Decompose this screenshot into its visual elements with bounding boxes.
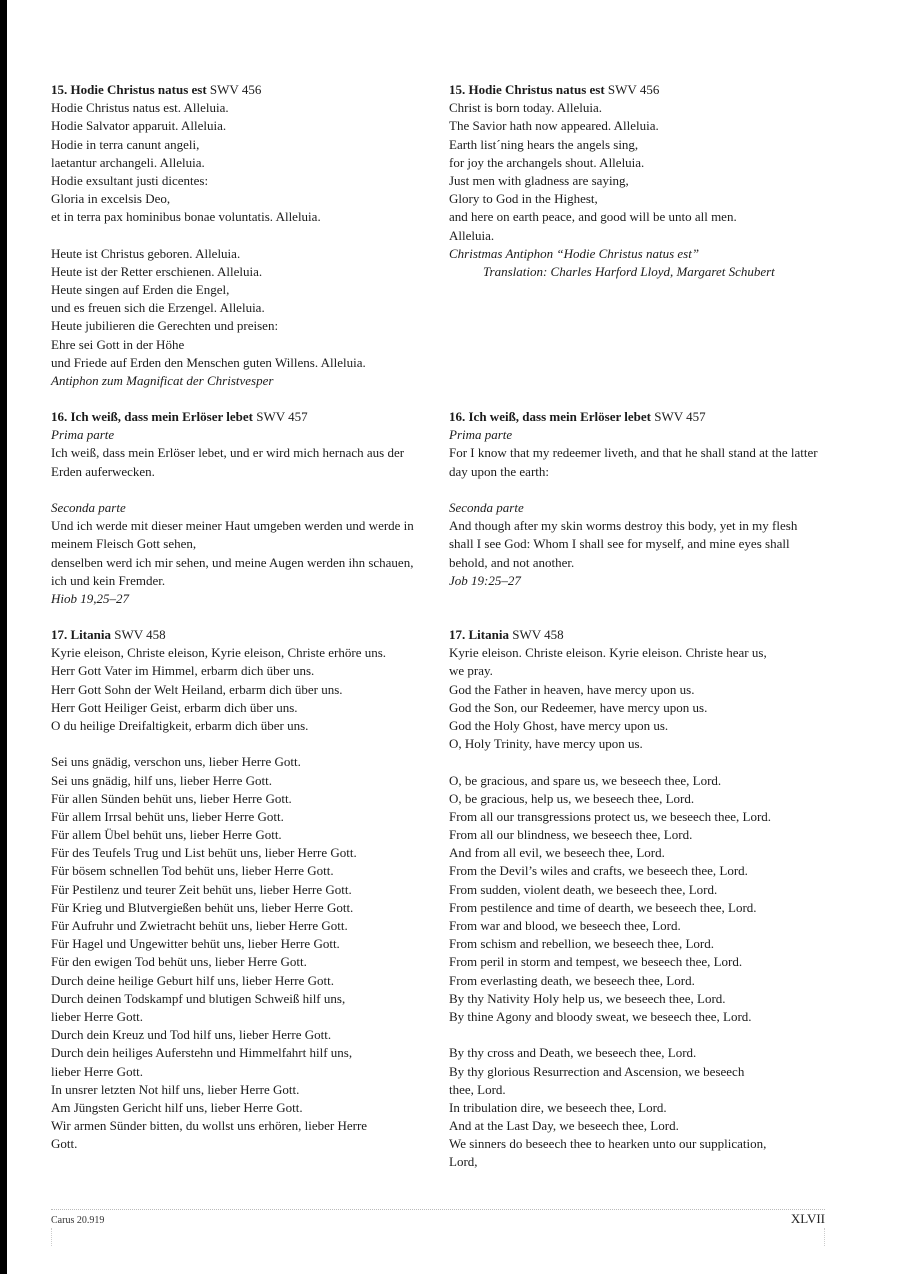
- text-line: God the Father in heaven, have mercy upon us.: [449, 681, 695, 697]
- text-line: And at the Last Day, we beseech thee, Lord.: [449, 1118, 679, 1134]
- text-line: Durch dein heiliges Auferstehn und Himmelfahrt hilf uns,: [51, 1045, 353, 1061]
- text-line: Für Hagel und Ungewitter behüt uns, lieber Herre Gott.: [51, 936, 340, 952]
- section-title: 17. Litania: [51, 627, 111, 642]
- text-line: Für des Teufels Trug und List behüt uns, lieber Herre Gott.: [51, 845, 357, 861]
- text-line: God the Holy Ghost, have mercy upon us.: [449, 717, 669, 733]
- text-line: From everlasting death, we beseech thee, Lord.: [449, 972, 695, 988]
- text-line: Gloria in excelsis Deo,: [51, 191, 171, 207]
- text-line: From peril in storm and tempest, we beseech thee, Lord.: [449, 954, 743, 970]
- text-line: Herr Gott Heiliger Geist, erbarm dich über uns.: [51, 699, 298, 715]
- section-17-english: [449, 626, 825, 1172]
- text-line: Herr Gott Sohn der Welt Heiland, erbarm dich über uns.: [51, 681, 343, 697]
- text-line: In tribulation dire, we beseech thee, Lord.: [449, 1099, 667, 1115]
- text-line: Für bösem schnellen Tod behüt uns, lieber Herre Gott.: [51, 863, 334, 879]
- paragraph: For I know that my redeemer liveth, and that he shall stand at the latter day upon the earth:: [449, 445, 818, 479]
- text-line: By thy glorious Resurrection and Ascension, we beseech: [449, 1063, 745, 1079]
- text-line: Glory to God in the Highest,: [449, 191, 598, 207]
- part-label: Seconda parte: [51, 499, 126, 515]
- swv-number: SWV 456: [209, 82, 262, 97]
- text-line: Heute singen auf Erden die Engel,: [51, 282, 230, 298]
- text-line: et in terra pax hominibus bonae voluntatis. Alleluia.: [51, 209, 321, 225]
- text-line: The Savior hath now appeared. Alleluia.: [449, 118, 659, 134]
- text-line: Hodie Salvator apparuit. Alleluia.: [51, 118, 227, 134]
- text-line: Heute ist der Retter erschienen. Alleluia.: [51, 263, 263, 279]
- section-heading: [449, 408, 825, 426]
- text-line: From the Devil’s wiles and crafts, we beseech thee, Lord.: [449, 863, 748, 879]
- swv-number: SWV 457: [654, 409, 706, 424]
- swv-number: SWV 456: [607, 82, 660, 97]
- section-heading: [51, 408, 427, 426]
- text-line: Alleluia.: [449, 227, 495, 243]
- text-line: lieber Herre Gott.: [51, 1008, 144, 1024]
- text-line: Wir armen Sünder bitten, du wollst uns erhören, lieber Herre: [51, 1118, 368, 1134]
- text-line: Durch dein Kreuz und Tod hilf uns, lieber Herre Gott.: [51, 1027, 332, 1043]
- section-heading: [449, 81, 825, 99]
- paragraph: denselben werd ich mir sehen, und meine Augen werden ihn schauen, ich und kein Fremder.: [51, 554, 414, 588]
- text-line: Für Pestilenz und teurer Zeit behüt uns, lieber Herre Gott.: [51, 881, 352, 897]
- text-line: Durch deinen Todskampf und blutigen Schweiß hilf uns,: [51, 990, 346, 1006]
- translation-credit: Translation: Charles Harford Lloyd, Margaret Schubert: [483, 263, 775, 279]
- text-line: thee, Lord.: [449, 1081, 506, 1097]
- page-edge: [0, 0, 7, 1274]
- text-line: Durch deine heilige Geburt hilf uns, lieber Herre Gott.: [51, 972, 335, 988]
- section-title: 16. Ich weiß, dass mein Erlöser lebet: [51, 409, 253, 424]
- text-line: Lord,: [449, 1154, 478, 1170]
- text-line: God the Son, our Redeemer, have mercy upon us.: [449, 699, 708, 715]
- text-line: und es freuen sich die Erzengel. Alleluia.: [51, 300, 265, 316]
- crop-mark: [51, 1228, 58, 1246]
- section-title: 17. Litania: [449, 627, 509, 642]
- section-heading: [449, 626, 825, 644]
- text-line: We sinners do beseech thee to hearken unto our supplication,: [449, 1136, 767, 1152]
- text-line: Kyrie eleison. Christe eleison. Kyrie eleison. Christe hear us,: [449, 645, 767, 661]
- part-label: Seconda parte: [449, 499, 524, 515]
- text-line: Heute ist Christus geboren. Alleluia.: [51, 245, 241, 261]
- crop-mark: [818, 1228, 825, 1246]
- text-line: Ehre sei Gott in der Höhe: [51, 336, 185, 352]
- text-line: From pestilence and time of dearth, we beseech thee, Lord.: [449, 899, 757, 915]
- swv-number: SWV 458: [512, 627, 564, 642]
- text-line: we pray.: [449, 663, 493, 679]
- source-citation: Antiphon zum Magnificat der Christvesper: [51, 373, 274, 388]
- section-heading: [51, 81, 427, 99]
- section-15-german: [51, 81, 427, 390]
- text-line: O, Holy Trinity, have mercy upon us.: [449, 736, 643, 752]
- text-line: Hodie Christus natus est. Alleluia.: [51, 100, 229, 116]
- text-line: By thy Nativity Holy help us, we beseech thee, Lord.: [449, 990, 726, 1006]
- text-line: for joy the archangels shout. Alleluia.: [449, 154, 645, 170]
- part-label: Prima parte: [449, 427, 513, 443]
- text-line: O, be gracious, and spare us, we beseech thee, Lord.: [449, 772, 722, 788]
- text-line: Für allem Irrsal behüt uns, lieber Herre Gott.: [51, 808, 284, 824]
- text-line: Just men with gladness are saying,: [449, 172, 629, 188]
- text-line: From schism and rebellion, we beseech thee, Lord.: [449, 936, 714, 952]
- german-text: [51, 245, 427, 372]
- text-line: Sei uns gnädig, hilf uns, lieber Herre Gott.: [51, 772, 272, 788]
- section-17-german: [51, 626, 427, 1153]
- text-line: und Friede auf Erden den Menschen guten Willens. Alleluia.: [51, 354, 366, 370]
- paragraph: And though after my skin worms destroy this body, yet in my flesh shall I see God: Whom I shall see for myself, and mine eyes shall behold, and not another.: [449, 518, 798, 570]
- text-line: and here on earth peace, and good will be unto all men.: [449, 209, 737, 225]
- text-line: Für allen Sünden behüt uns, lieber Herre Gott.: [51, 790, 292, 806]
- source-citation: Job 19:25–27: [449, 572, 521, 588]
- text-line: Hodie in terra canunt angeli,: [51, 136, 200, 152]
- swv-number: SWV 458: [114, 627, 166, 642]
- text-line: lieber Herre Gott.: [51, 1063, 144, 1079]
- section-heading: [51, 626, 427, 644]
- paragraph: Kyrie eleison, Christe eleison, Kyrie eleison, Christe erhöre uns.: [51, 645, 387, 661]
- text-line: By thine Agony and bloody sweat, we beseech thee, Lord.: [449, 1008, 752, 1024]
- text-line: In unsrer letzten Not hilf uns, lieber Herre Gott.: [51, 1081, 300, 1097]
- text-line: Herr Gott Vater im Himmel, erbarm dich über uns.: [51, 663, 315, 679]
- text-line: O du heilige Dreifaltigkeit, erbarm dich über uns.: [51, 717, 309, 733]
- text-line: Für Krieg und Blutvergießen behüt uns, lieber Herre Gott.: [51, 899, 354, 915]
- section-title: 16. Ich weiß, dass mein Erlöser lebet: [449, 409, 651, 424]
- text-line: And from all evil, we beseech thee, Lord.: [449, 845, 665, 861]
- page-number: XLVII: [790, 1211, 825, 1226]
- publisher-reference: Carus 20.919: [51, 1215, 105, 1226]
- page-footer: [51, 1209, 825, 1248]
- paragraph: Und ich werde mit dieser meiner Haut umgeben werden und werde in meinem Fleisch Gott sehen,: [51, 518, 414, 552]
- paragraph: Ich weiß, dass mein Erlöser lebet, und er wird mich hernach aus der Erden auferwecken.: [51, 445, 405, 479]
- part-label: Prima parte: [51, 427, 115, 443]
- section-title: 15. Hodie Christus natus est: [449, 82, 605, 97]
- text-line: Hodie exsultant justi dicentes:: [51, 172, 209, 188]
- text-line: From all our transgressions protect us, we beseech thee, Lord.: [449, 808, 772, 824]
- text-line: From sudden, violent death, we beseech thee, Lord.: [449, 881, 718, 897]
- text-line: By thy cross and Death, we beseech thee, Lord.: [449, 1045, 697, 1061]
- latin-text: [51, 99, 427, 226]
- text-line: Heute jubilieren die Gerechten und preisen:: [51, 318, 279, 334]
- section-16-english: [449, 408, 825, 590]
- text-line: laetantur archangeli. Alleluia.: [51, 154, 205, 170]
- text-line: Sei uns gnädig, verschon uns, lieber Herre Gott.: [51, 754, 301, 770]
- swv-number: SWV 457: [256, 409, 308, 424]
- text-line: From all our blindness, we beseech thee, Lord.: [449, 827, 693, 843]
- text-line: Earth list´ning hears the angels sing,: [449, 136, 639, 152]
- section-title: 15. Hodie Christus natus est: [51, 82, 207, 97]
- text-line: Für allem Übel behüt uns, lieber Herre Gott.: [51, 827, 282, 843]
- section-15-english: [449, 81, 825, 281]
- text-line: Für den ewigen Tod behüt uns, lieber Herre Gott.: [51, 954, 307, 970]
- text-line: Am Jüngsten Gericht hilf uns, lieber Herre Gott.: [51, 1099, 303, 1115]
- source-citation: Hiob 19,25–27: [51, 590, 129, 606]
- source-citation: Christmas Antiphon “Hodie Christus natus est”: [449, 245, 700, 261]
- text-line: Gott.: [51, 1136, 78, 1152]
- section-16-german: [51, 408, 427, 608]
- text-line: Christ is born today. Alleluia.: [449, 100, 602, 116]
- text-line: O, be gracious, help us, we beseech thee, Lord.: [449, 790, 695, 806]
- text-line: From war and blood, we beseech thee, Lord.: [449, 918, 681, 933]
- text-line: Für Aufruhr und Zwietracht behüt uns, lieber Herre Gott.: [51, 918, 348, 934]
